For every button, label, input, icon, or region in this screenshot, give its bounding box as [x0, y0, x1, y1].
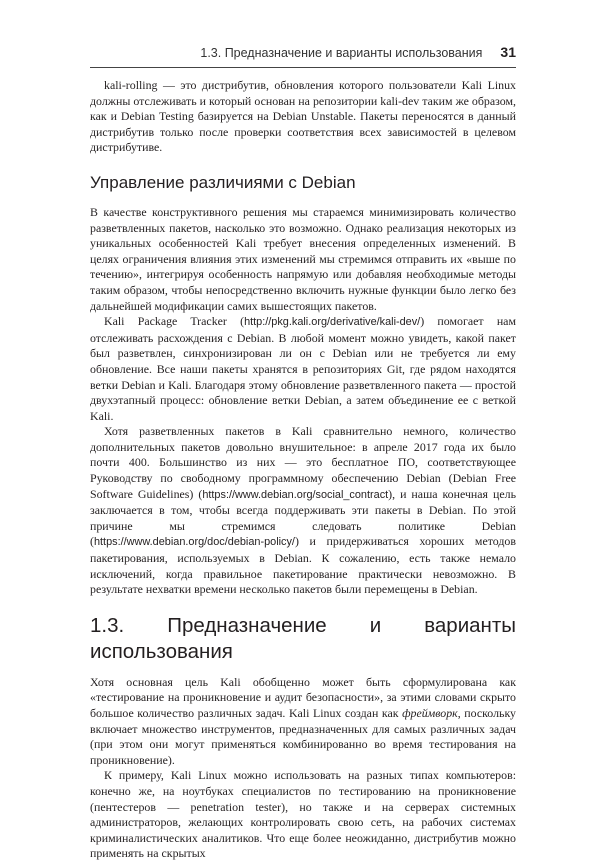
paragraph-usage-2: К примеру, Kali Linux можно использовать на разных типах компьютеров: конечно же, на ноутбуках специалистов по тестированию на проникновение (пентестеров — penetration tester), но также и на серверах системных администраторов, желающих контролировать свою сеть, на рабочих системах криминалистических аналитиков. Что еще более неожиданно, дистрибутив можно применять на скрытых [90, 768, 516, 861]
paragraph-debian-2-end: ) помогает нам отслеживать расхождения с Debian. В любой момент можно увидеть, какой пакет был разветвлен, синхронизирован ли он с Debian или не требуется ли ему обновление. Все наши пакеты хранятся в репозиториях Git, где рядом находятся ветки Debian и Kali. Благодаря этому обновление разветвленного пакета — простой двухэтапный процесс: обновление ветки Debian, а затем объединение ее с веткой Kali. [90, 314, 516, 423]
paragraph-debian-3-end: ) и придерживаться хороших методов пакетирования, используемых в Debian. К сожалению, есть также немало исключений, когда правильное пакетирование практически невозможно. В результате нехватки времени несколько пакетов были перемещены в Debian. [90, 534, 516, 597]
paragraph-debian-2 [90, 314, 516, 424]
section-heading-debian: Управление различиями с Debian [90, 172, 356, 192]
paragraph-debian-2-start: Kali Package Tracker ( [104, 314, 245, 329]
debian-policy-url: https://www.debian.org/doc/debian-policy/ [93, 536, 295, 549]
paragraph-usage-1 [90, 675, 516, 769]
framework-term: фреймворк [402, 706, 458, 720]
pkg-tracker-url: http://pkg.kali.org/derivative/kali-dev/ [244, 316, 421, 329]
paragraph-debian-1: В качестве конструктивного решения мы стараемся минимизировать количество разветвленных пакетов, насколько это возможно. Однако реализация некоторых из уникальных особенностей Kali требует внесения определенных изменений. В целях ограничения влияния этих изменений мы стремимся отправить их «выше по течению», интегрируя особенность напрямую или добавляя необходимые методы таким образом, чтобы непосредственно включить нужные функции было легко без дальнейшей модификации самих вышестоящих пакетов. [90, 204, 516, 313]
running-title: 1.3. Предназначение и варианты использования [200, 46, 483, 60]
running-header [90, 43, 516, 68]
page-body [90, 78, 516, 862]
section-heading-usage: 1.3. Предназначение и варианты использования [90, 613, 516, 663]
page-number: 31 [500, 44, 516, 60]
paragraph-debian-3-mid: ), и наша конечная цель заключается в том, чтобы всегда поддерживать эти пакеты в Debian. По этой причине мы стремимся следовать политике Debian ( [90, 486, 517, 549]
social-contract-url: https://www.debian.org/social_contract [202, 488, 389, 501]
paragraph-usage-1-end: , поскольку включает множество инструментов, предназначенных для самых различных задач (при этом они могут применяться комбинированно во время тестирования на проникновение). [90, 706, 516, 767]
paragraph-debian-3 [90, 424, 516, 598]
paragraph-usage-1-start: Хотя основная цель Kali обобщенно может быть сформулирована как «тестирование на проникновение и аудит безопасности», за этими словами скрыто большое количество различных задач. Kali Linux создан как [90, 674, 516, 720]
paragraph-debian-3-start: Хотя разветвленных пакетов в Kali сравнительно немного, количество дополнительных пакетов довольно внушительное: в апреле 2017 года их было почти 400. Большинство из них — это бесплатное ПО, соответствующее Руководству по свободному программному обеспечению Debian (Debian Free Software Guidelines) ( [90, 424, 516, 501]
intro-paragraph: kali-rolling — это дистрибутив, обновления которого пользователи Kali Linux должны отслеживать и который основан на репозитории kali-dev таким же образом, как и Debian Testing базируется на Debian Unstable. Пакеты переносятся в данный дистрибутив только после проверки соответствия всех зависимостей в целевом дистрибутиве. [90, 78, 516, 155]
